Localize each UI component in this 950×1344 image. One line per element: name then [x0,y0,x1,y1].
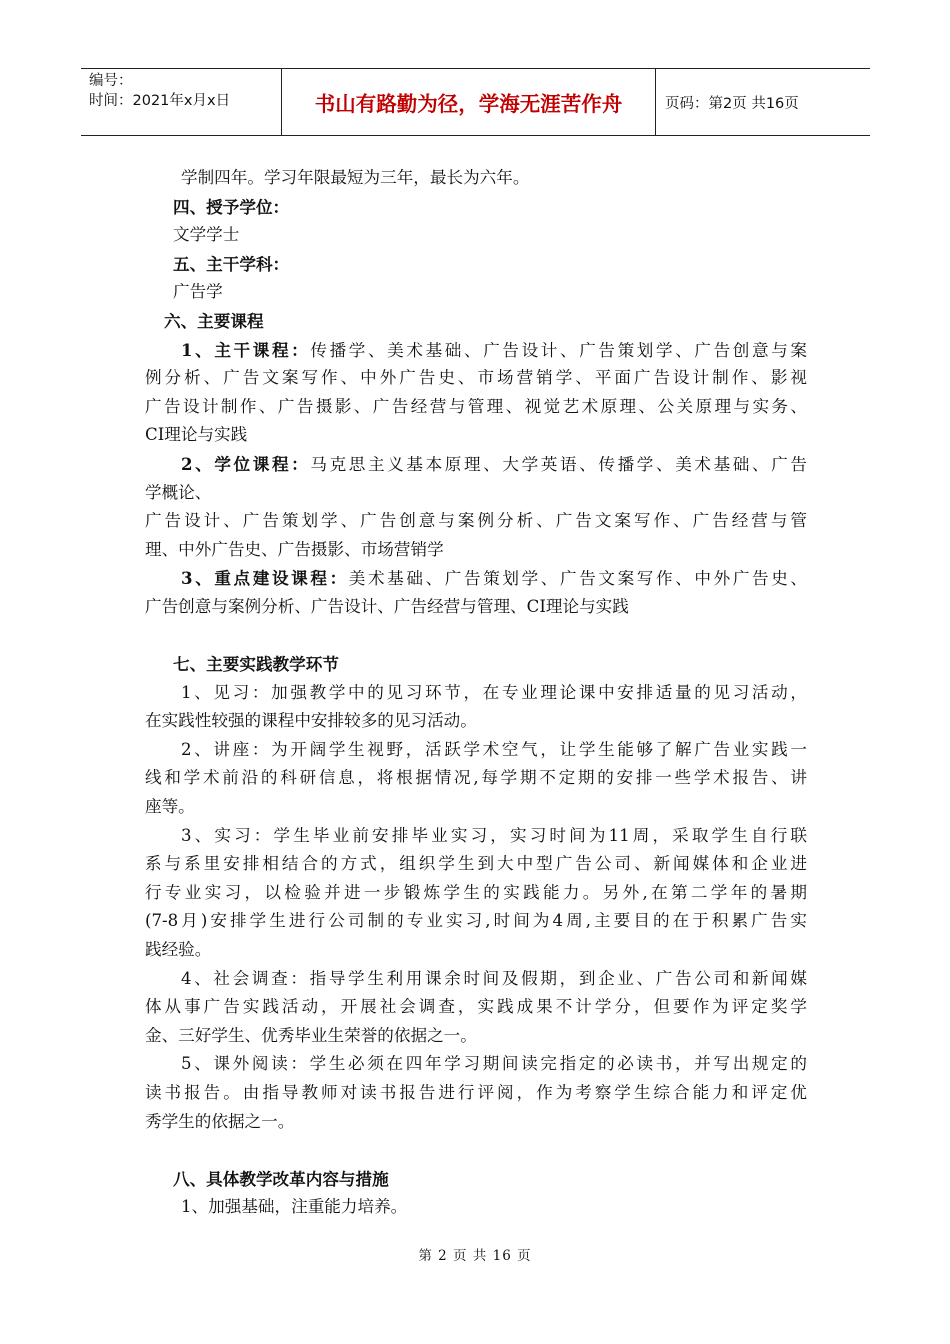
text-line: 践经验。 [145,940,212,960]
header-meta-cell [81,69,282,135]
text-line: 文学学士 [173,225,240,245]
text-line: 系与系里安排相结合的方式，组织学生到大中型广告公司、新闻媒体和企业进 [145,854,807,874]
text-line: 1、见习：加强教学中的见习环节，在专业理论课中安排适量的见习活动， [181,682,807,702]
section-heading: 七、主要实践教学环节 [173,654,339,675]
slogan: 书山有路勤为径，学海无涯苦作舟 [282,69,656,135]
section-heading: 五、主干学科： [173,253,290,274]
text-line: 2、学位课程：马克思主义基本原理、大学英语、传播学、美术基础、广告 [181,453,808,474]
course-label: 1、主干课程： [181,339,311,360]
text-line: 广告设计制作、广告摄影、广告经营与管理、视觉艺术原理、公关原理与实务、 [145,396,807,416]
text-line: 体从事广告实践活动，开展社会调查，实践成果不计学分，但要作为评定奖学 [145,997,807,1017]
time-label: 时间：2021年x月x日 [89,93,231,109]
text-line: 线和学术前沿的科研信息，将根据情况,每学期不定期的安排一些学术报告、讲 [145,768,807,788]
blank-line [145,1136,807,1165]
text-line: 1、主干课程：传播学、美术基础、广告设计、广告策划学、广告创意与案 [181,339,808,360]
text-line: 广告设计、广告策划学、广告创意与案例分析、广告文案写作、广告经营与管 [145,511,807,531]
text-line: CI理论与实践 [145,425,248,445]
course-label: 3、重点建设课程： [181,568,349,589]
document-body [145,164,807,1222]
text-line: (7-8月)安排学生进行公司制的专业实习,时间为4周,主要目的在于积累广告实 [145,911,807,931]
text-line: 行专业实习，以检验并进一步锻炼学生的实践能力。另外,在第二学年的暑期 [145,882,807,902]
section-heading: 六、主要课程 [164,310,264,331]
text-line: 5、课外阅读：学生必须在四年学习期间读完指定的必读书，并写出规定的 [181,1054,807,1074]
text-line: 2、讲座：为开阔学生视野，活跃学术空气，让学生能够了解广告业实践一 [181,739,807,759]
text-line: 金、三好学生、优秀毕业生荣誉的依据之一。 [145,1025,477,1045]
page-footer: 第 2 页 共 16 页 [418,1248,532,1264]
text-line: 秀学生的依据之一。 [145,1111,295,1131]
section-heading: 四、授予学位： [173,196,290,217]
text-line: 在实践性较强的课程中安排较多的见习活动。 [145,711,477,731]
blank-line [145,622,807,651]
text-line: 学概论、 [145,482,212,502]
text-line: 例分析、广告文案写作、中外广告史、市场营销学、平面广告设计制作、影视 [145,368,807,388]
text-line: 1、加强基础，注重能力培养。 [181,1197,408,1217]
header-table [81,68,870,136]
text-line: 座等。 [145,797,195,817]
text-line: 广告学 [173,282,223,302]
course-label: 2、学位课程： [181,453,311,474]
text-line: 4、社会调查：指导学生利用课余时间及假期，到企业、广告公司和新闻媒 [181,968,807,988]
text-line: 广告创意与案例分析、广告设计、广告经营与管理、CI理论与实践 [145,596,629,616]
text-line: 理、中外广告史、广告摄影、市场营销学 [145,539,444,559]
text-line: 3、重点建设课程：美术基础、广告策划学、广告文案写作、中外广告史、 [181,568,808,589]
text-line: 3、实习：学生毕业前安排毕业实习，实习时间为11周，采取学生自行联 [181,825,807,845]
number-label: 编号： [89,73,133,89]
page-info: 页码：第2页 共16页 [665,95,799,112]
text-line: 读书报告。由指导教师对读书报告进行评阅，作为考察学生综合能力和评定优 [145,1083,807,1102]
section-heading: 八、具体教学改革内容与措施 [173,1168,389,1189]
text-line: 学制四年。学习年限最短为三年，最长为六年。 [181,168,530,187]
